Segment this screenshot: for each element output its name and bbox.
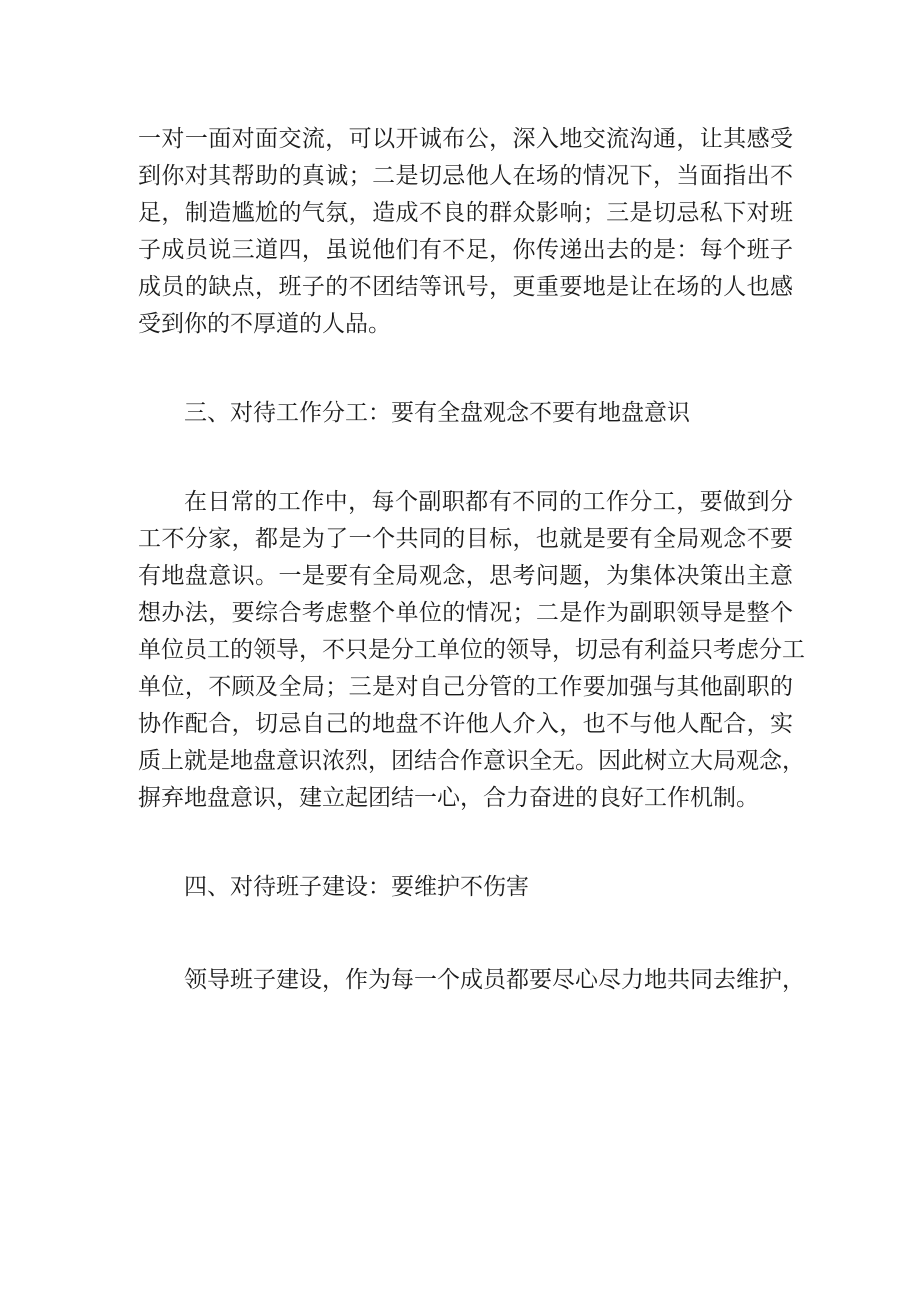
paragraph-line: 单位，不顾及全局；三是对自己分管的工作要加强与其他副职的 — [138, 674, 793, 700]
paragraph-line: 想办法，要综合考虑整个单位的情况；二是作为副职领导是整个 — [138, 600, 793, 626]
paragraph-3 — [138, 962, 805, 999]
section-heading-4: 四、对待班子建设：要维护不伤害 — [184, 874, 529, 900]
document-body — [138, 121, 805, 999]
paragraph-line: 有地盘意识。一是要有全局观念，思考问题，为集体决策出主意 — [138, 563, 793, 589]
paragraph-2 — [138, 484, 805, 817]
paragraph-line: 单位员工的领导，不只是分工单位的领导，切忌有利益只考虑分工 — [138, 637, 805, 663]
paragraph-line: 受到你的不厚道的人品。 — [138, 311, 391, 337]
paragraph-line: 一对一面对面交流，可以开诚布公，深入地交流沟通，让其感受 — [138, 126, 793, 152]
paragraph-line: 成员的缺点，班子的不团结等讯号，更重要地是让在场的人也感 — [138, 274, 793, 300]
paragraph-line: 领导班子建设，作为每一个成员都要尽心尽力地共同去维护， — [184, 967, 805, 993]
paragraph-line: 工不分家，都是为了一个共同的目标，也就是要有全局观念不要 — [138, 526, 793, 552]
paragraph-1 — [138, 121, 793, 343]
spacer — [138, 906, 793, 962]
spacer — [138, 817, 793, 869]
section-heading-3: 三、对待工作分工：要有全盘观念不要有地盘意识 — [184, 400, 690, 426]
paragraph-line: 子成员说三道四，虽说他们有不足，你传递出去的是：每个班子 — [138, 237, 793, 263]
spacer — [138, 432, 793, 484]
paragraph-line: 质上就是地盘意识浓烈，团结合作意识全无。因此树立大局观念， — [138, 748, 805, 774]
paragraph-line: 到你对其帮助的真诚；二是切忌他人在场的情况下，当面指出不 — [138, 163, 793, 189]
paragraph-line: 在日常的工作中，每个副职都有不同的工作分工，要做到分 — [184, 489, 793, 515]
paragraph-line: 摒弃地盘意识，建立起团结一心，合力奋进的良好工作机制。 — [138, 785, 759, 811]
paragraph-line: 足，制造尴尬的气氛，造成不良的群众影响；三是切忌私下对班 — [138, 200, 793, 226]
spacer — [138, 343, 793, 395]
paragraph-line: 协作配合，切忌自己的地盘不许他人介入，也不与他人配合，实 — [138, 711, 793, 737]
